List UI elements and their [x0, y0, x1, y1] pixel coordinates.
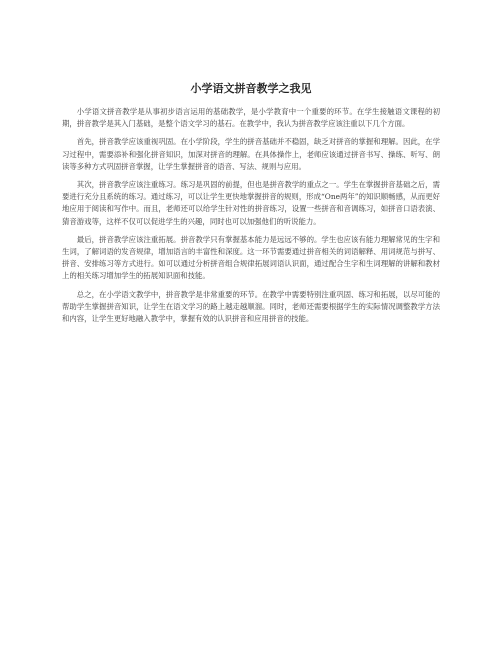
- paragraph-consolidation: 首先，拼音教学应该重视巩固。在小学阶段，学生的拼音基础并不稳固，缺乏对拼音的掌握和理解。因此，在学习过程中，需要添补和强化拼音知识，加深对拼音的理解。在具体操作上，老师应该通过拼音书写、操练、听写、朗读等多种方式巩固拼音掌握，让学生掌握拼音的语音、写法、规则与应用。: [62, 137, 440, 171]
- paragraph-intro: 小学语文拼音教学是从事初步语言运用的基础教学，是小学教育中一个重要的环节。在学生接触语文课程的初期，拼音教学是其入门基础，是整个语文学习的基石。在教学中，我认为拼音教学应该注重以下几个方面。: [62, 107, 440, 129]
- document-title: 小学语文拼音教学之我见: [190, 82, 312, 95]
- document-body: [62, 106, 440, 331]
- paragraph-practice: 其次，拼音教学应该注重练习。练习是巩固的前提，但也是拼音教学的重点之一。学生在掌握拼音基础之后，需要进行充分且系统的练习。通过练习，可以让学生更快地掌握拼音的规则，形成“One两年”的知识顺畅感，从而更好地应用于阅读和写作中。而且，老师还可以给学生针对性的拼音练习，设置一些拼音和音调练习，如拼音口语表演、猜音游戏等，这样不仅可以促进学生的兴趣，同时也可以加强他们的听说能力。: [62, 180, 440, 226]
- paragraph-extension: 最后，拼音教学应该注重拓展。拼音教学只有掌握基本能力是远远不够的。学生也应该有能力理解常见的生字和生词，了解词语的发音规律，增加语言的丰富性和深度。这一环节需要通过拼音相关的词语解释、用词规范与拼写、拼音、安排练习等方式进行。如可以通过分析拼音组合规律拓展词语认识面，通过配合生字和生词理解的讲解和教材上的相关练习增加学生的拓展知识面和技能。: [62, 234, 440, 281]
- paragraph-conclusion: 总之，在小学语文教学中，拼音教学是非常重要的环节。在教学中需要特别注重巩固、练习和拓展，以尽可能的帮助学生掌握拼音知识，让学生在语文学习的路上越走越顺溜。同时，老师还需要根据学生的实际情况调整教学方法和内容，让学生更好地融入教学中，掌握有效的认识拼音和应用拼音的技能。: [62, 289, 440, 324]
